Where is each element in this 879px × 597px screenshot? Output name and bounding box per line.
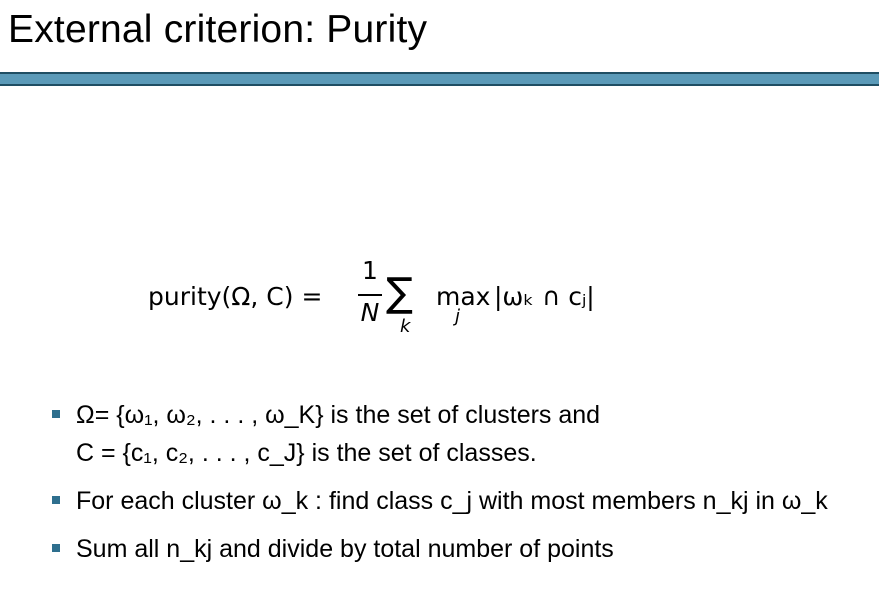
formula-numerator: 1 (362, 256, 378, 285)
bullet-item (52, 396, 872, 472)
bullet-marker (52, 410, 60, 418)
bullet-item (52, 482, 872, 520)
bullet-item (52, 530, 872, 568)
bullet-each-cluster-text: For each cluster ω_k : find class c_j with most members n_kj in ω_k (76, 487, 828, 515)
bullet-clusters-text: Ω= {ω₁, ω₂, . . . , ω_K} is the set of clusters and (76, 401, 601, 429)
fraction-bar (358, 294, 382, 296)
sum-index: k (400, 316, 411, 337)
sum-symbol: ∑ (386, 270, 413, 316)
formula-lhs: purity(Ω, C) = (148, 282, 323, 311)
max-index: j (455, 306, 461, 327)
bullet-marker (52, 544, 60, 552)
bullet-classes-text: C = {c₁, c₂, . . . , c_J} is the set of classes. (76, 439, 537, 467)
purity-formula (148, 250, 628, 350)
bullet-list (52, 396, 872, 568)
max-operator: max (436, 282, 491, 311)
title-divider (0, 72, 879, 86)
intersection-cardinality: |ωₖ ∩ cⱼ| (494, 282, 595, 311)
slide-title: External criterion: Purity (8, 8, 428, 51)
bullet-marker (52, 496, 60, 504)
bullet-sum-text: Sum all n_kj and divide by total number of points (76, 535, 614, 563)
formula-denominator: N (360, 298, 380, 327)
